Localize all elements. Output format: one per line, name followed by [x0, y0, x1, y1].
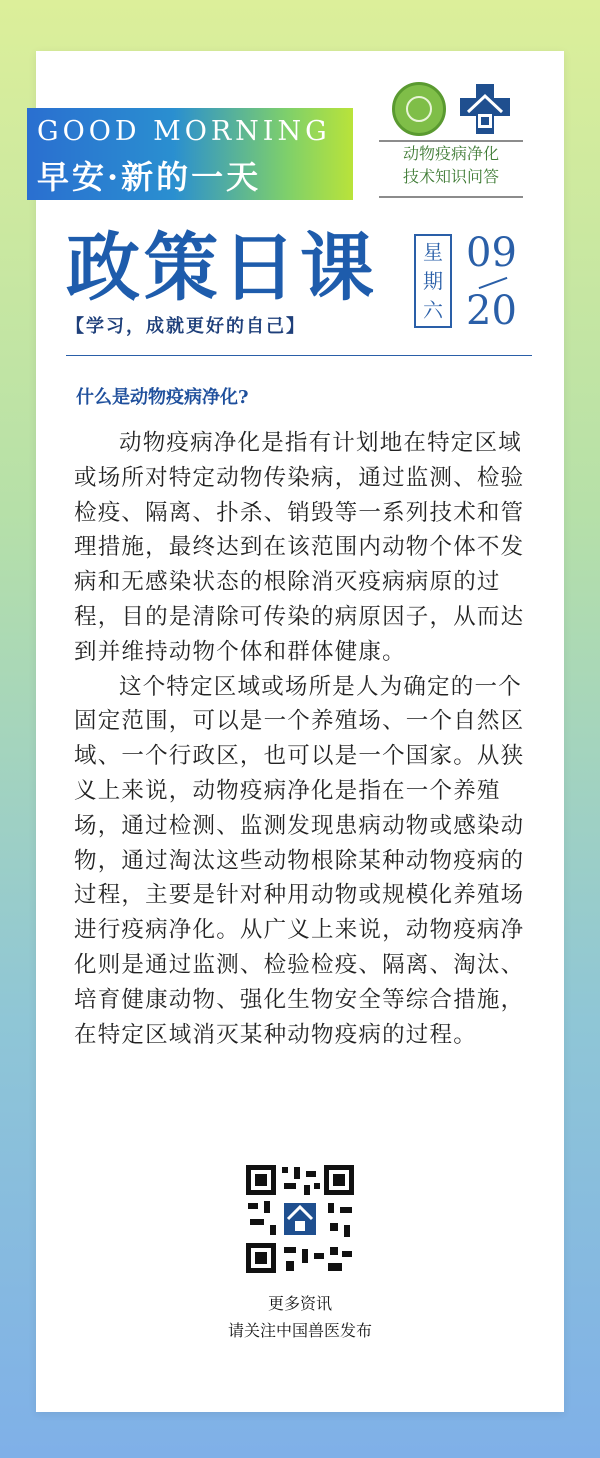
greeting-english: GOOD MORNING: [37, 116, 331, 147]
date-day: 20: [466, 288, 517, 334]
green-seal-logo-icon: [392, 82, 446, 136]
greeting-chinese: 早安·新的一天: [37, 158, 262, 196]
blue-cross-logo-icon: [458, 82, 512, 136]
greeting-banner: [27, 108, 353, 200]
qr-code-icon: [244, 1163, 356, 1275]
follow-text: 请关注中国兽医发布: [227, 1321, 372, 1340]
weekday-char-3: 六: [423, 298, 443, 322]
weekday-badge: [414, 234, 452, 328]
article-paragraph-2: 这个特定区域或场所是人为确定的一个固定范围，可以是一个养殖场、一个自然区域、一个行政区，也可以是一个国家。从狭义上来说，动物疫病净化是指在一个养殖场，通过检测、监测发现患病动物或感染动物，通过淘汰这些动物根除某种动物疫病的过程，主要是针对种用动物或规模化养殖场进行疫病净化。从广义上来说，动物疫病净化则是通过监测、检验检疫、隔离、淘汰、培育健康动物、强化生物安全等综合措施，在特定区域消灭某种动物疫病的过程。: [74, 673, 525, 1048]
page-title: 政策日课: [66, 225, 378, 311]
page-subtitle: 【学习，成就更好的自己】: [66, 316, 306, 337]
org-line-2: 技术知识问答: [402, 167, 499, 186]
article-paragraph-1: 动物疫病净化是指有计划地在特定区域或场所对特定动物传染病，通过监测、检验检疫、隔离、扑杀、销毁等一系列技术和管理措施，最终达到在该范围内动物个体不发病和无感染状态的根除消灭疫病病原的过程，目的是清除可传染的病原因子，从而达到并维持动物个体和群体健康。: [74, 430, 525, 665]
date-month: 09: [466, 230, 517, 276]
weekday-char-1: 星: [423, 240, 443, 264]
article-question: 什么是动物疫病净化?: [76, 387, 249, 408]
header-divider: [66, 355, 532, 356]
more-info-text: 更多资讯: [267, 1294, 332, 1313]
article-body: [74, 426, 529, 1052]
weekday-char-2: 期: [423, 269, 443, 293]
org-line-1: 动物疫病净化: [402, 144, 499, 163]
org-label: [379, 140, 523, 198]
